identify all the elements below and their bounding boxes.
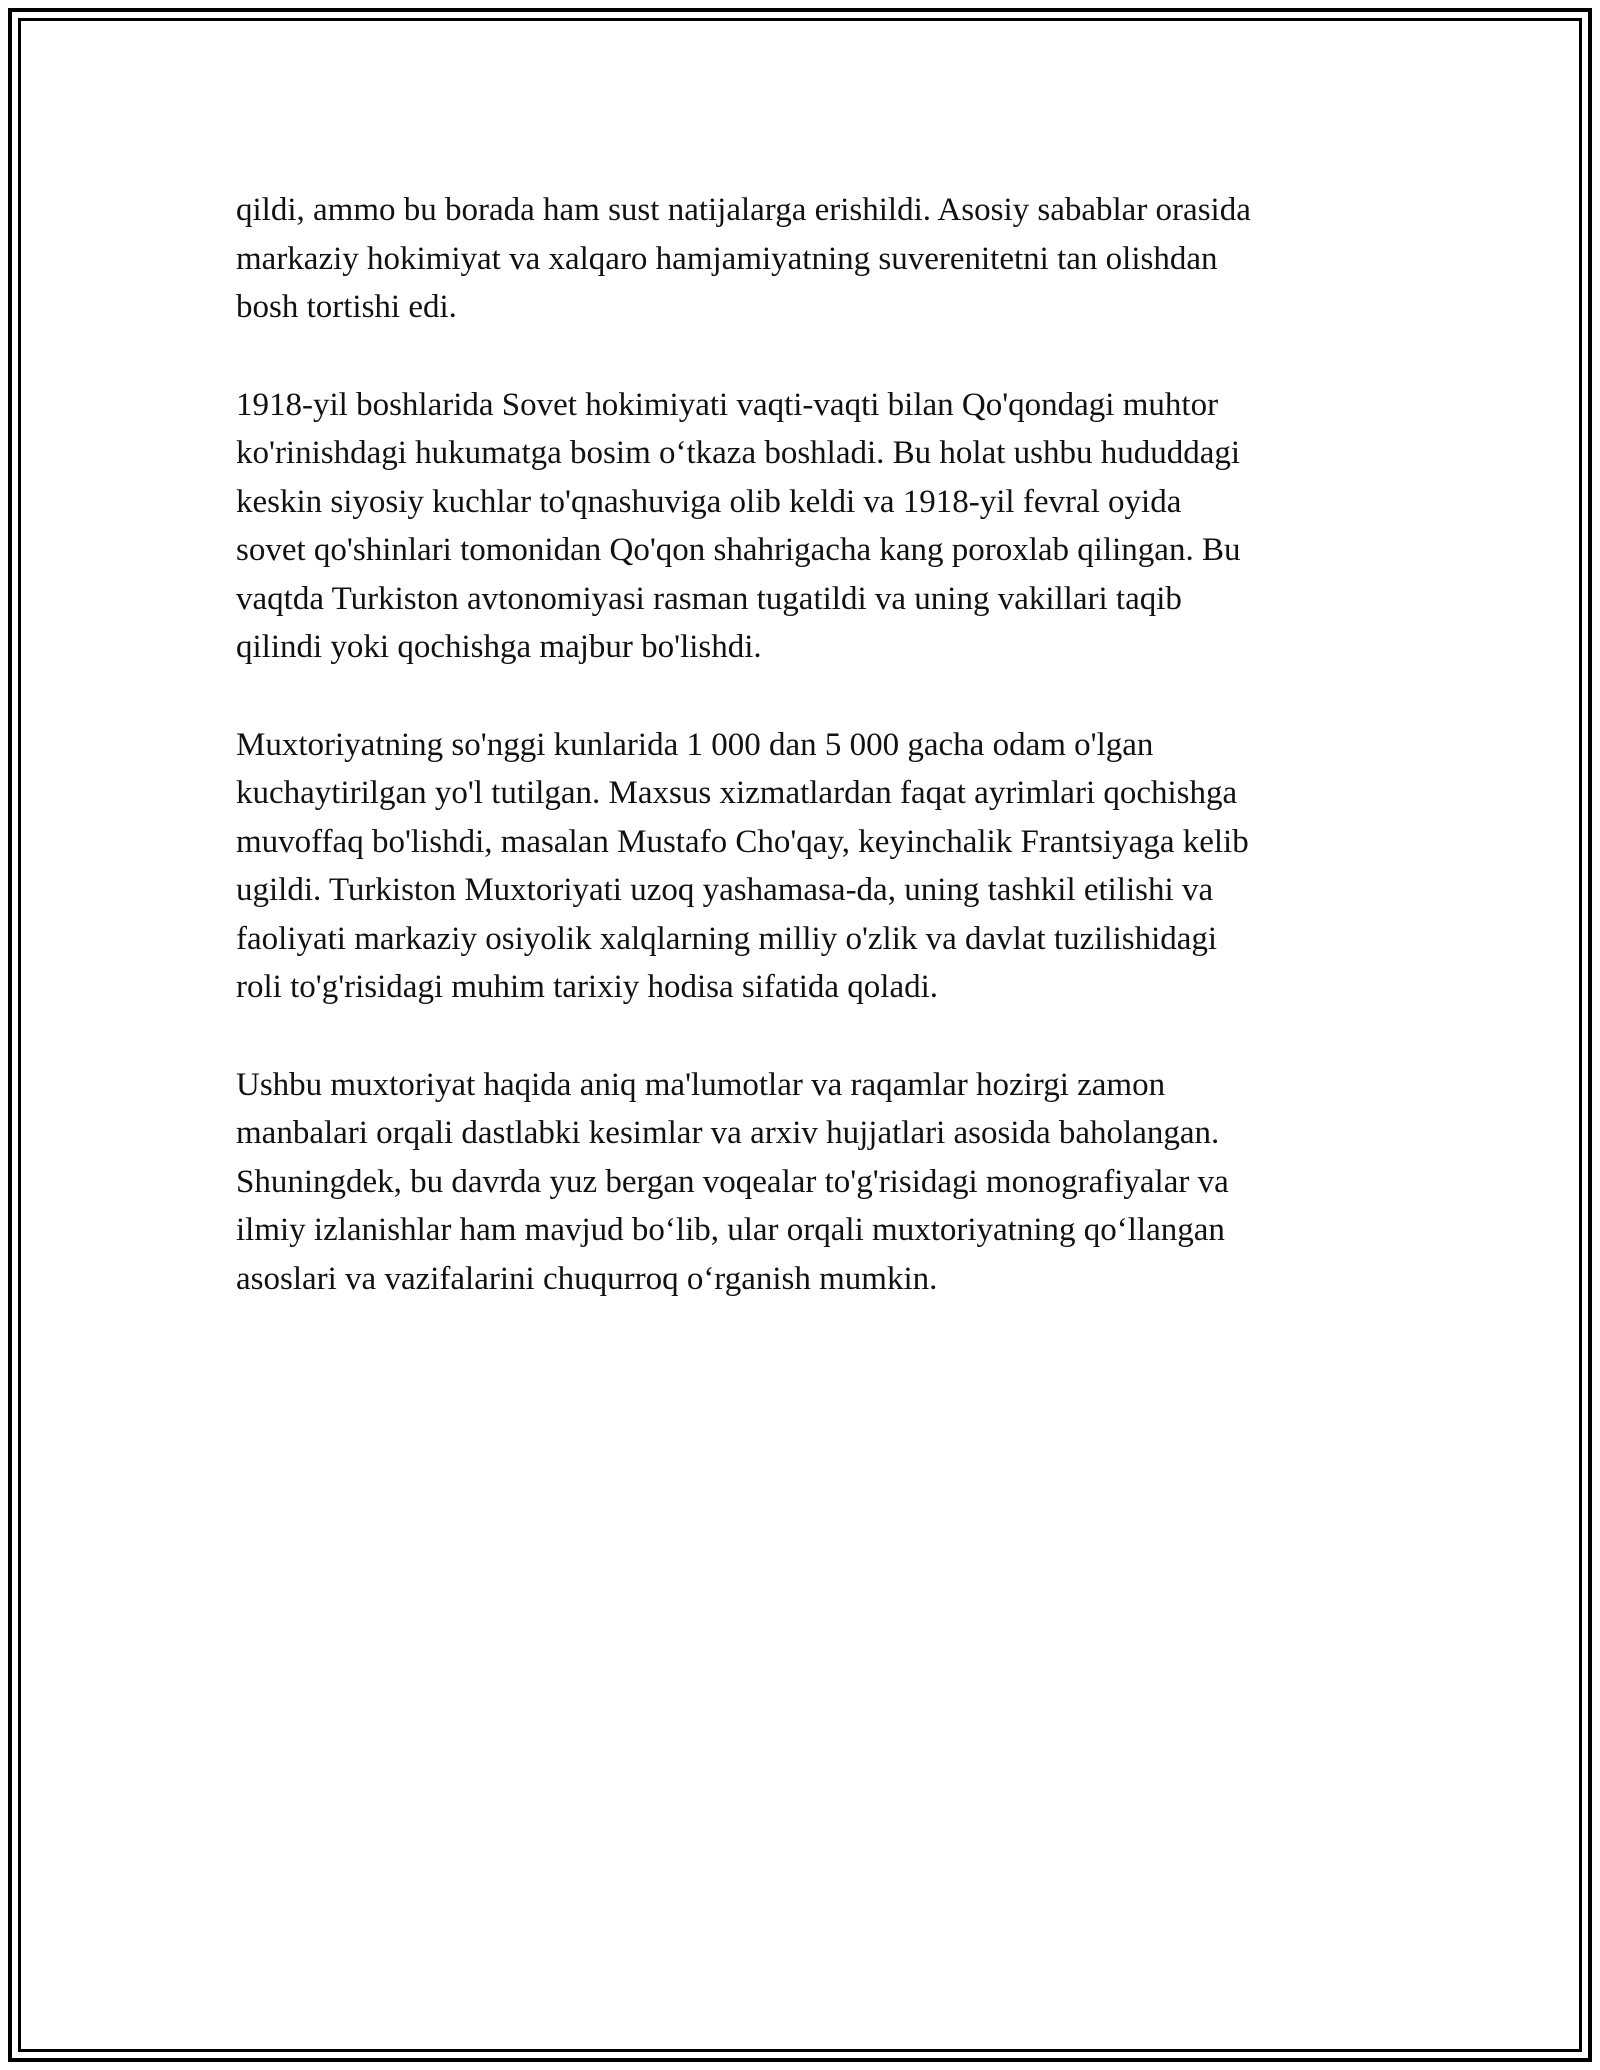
text-line: 1918-yil boshlarida Sovet hokimiyati vaqti-vaqti bilan Qo'qondagi muhtor <box>236 386 1219 423</box>
text-line: qilindi yoki qochishga majbur bo'lishdi. <box>236 629 762 665</box>
text-line: muvoffaq bo'lishdi, masalan Mustafo Cho'qay, keyinchalik Frantsiyaga kelib <box>236 823 1249 860</box>
text-line: bosh tortishi edi. <box>236 289 457 325</box>
text-line: keskin siyosiy kuchlar to'qnashuviga olib keldi va 1918-yil fevral oyida <box>236 483 1182 520</box>
text-line: Muxtoriyatning so'nggi kunlarida 1 000 dan 5 000 gacha odam o'lgan <box>236 726 1154 763</box>
text-line: vaqtda Turkiston avtonomiyasi rasman tugatildi va uning vakillari taqib <box>236 580 1182 617</box>
paragraph-3 <box>236 721 1396 1012</box>
text-line: roli to'g'risidagi muhim tarixiy hodisa sifatida qoladi. <box>236 969 939 1005</box>
text-line: markaziy hokimiyat va xalqaro hamjamiyatning suverenitetni tan olishdan <box>236 240 1218 277</box>
text-line: ilmiy izlanishlar ham mavjud bo‘lib, ular orqali muxtoriyatning qo‘llangan <box>236 1212 1225 1248</box>
document-body <box>236 186 1396 1352</box>
text-line: Shuningdek, bu davrda yuz bergan voqealar to'g'risidagi monografiyalar va <box>236 1163 1229 1200</box>
paragraph-2 <box>236 381 1396 672</box>
text-line: ugildi. Turkiston Muxtoriyati uzoq yashamasa-da, uning tashkil etilishi va <box>236 872 1214 908</box>
text-line: Ushbu muxtoriyat haqida aniq ma'lumotlar va raqamlar hozirgi zamon <box>236 1066 1166 1103</box>
text-line: ko'rinishdagi hukumatga bosim o‘tkaza boshladi. Bu holat ushbu hududdagi <box>236 435 1241 471</box>
text-line: manbalari orqali dastlabki kesimlar va arxiv hujjatlari asosida baholangan. <box>236 1115 1220 1151</box>
text-line: qildi, ammo bu borada ham sust natijalarga erishildi. Asosiy sabablar orasida <box>236 192 1251 228</box>
paragraph-4 <box>236 1061 1396 1304</box>
text-line: asoslari va vazifalarini chuqurroq o‘rganish mumkin. <box>236 1260 938 1297</box>
text-line: sovet qo'shinlari tomonidan Qo'qon shahrigacha kang poroxlab qilingan. Bu <box>236 532 1241 568</box>
text-line: kuchaytirilgan yo'l tutilgan. Maxsus xizmatlardan faqat ayrimlari qochishga <box>236 775 1238 811</box>
text-line: faoliyati markaziy osiyolik xalqlarning milliy o'zlik va davlat tuzilishidagi <box>236 920 1218 957</box>
paragraph-1 <box>236 186 1396 332</box>
